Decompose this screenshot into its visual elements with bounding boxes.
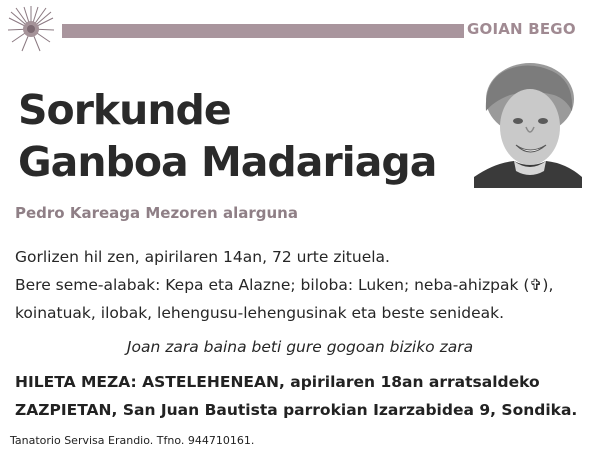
death-notice: Gorlizen hil zen, apirilaren 14an, 72 urte zituela. <box>15 248 390 266</box>
thistle-icon <box>6 4 56 54</box>
deceased-name <box>18 84 436 188</box>
name-line-2: Ganboa Madariaga <box>18 138 437 186</box>
spouse-line: Pedro Kareaga Mezoren alarguna <box>15 204 298 222</box>
footer-contact: Tanatorio Servisa Erandio. Tfno. 944710161. <box>10 434 255 447</box>
header-bar <box>62 24 464 38</box>
family-line-2: koinatuak, ilobak, lehengusu-lehengusinak eta beste senideak. <box>15 304 505 322</box>
notice-body <box>15 243 590 327</box>
funeral-line-1-bold: HILETA MEZA: ASTELEHENEAN, <box>15 373 285 391</box>
funeral-line-2-rest: San Juan Bautista parrokian Izarzabidea 9, Sondika. <box>117 401 578 419</box>
header-tag: GOIAN BEGO <box>467 20 576 38</box>
family-line-1: Bere seme-alabak: Kepa eta Alazne; biloba: Luken; neba-ahizpak (✞), <box>15 276 554 294</box>
motto: Joan zara baina beti gure gogoan biziko zara <box>126 338 474 356</box>
funeral-info <box>15 368 595 424</box>
name-line-1: Sorkunde <box>18 86 231 134</box>
funeral-line-1-rest: apirilaren 18an arratsaldeko <box>284 373 540 391</box>
funeral-line-2-bold: ZAZPIETAN, <box>15 401 118 419</box>
portrait-photo <box>474 59 582 188</box>
